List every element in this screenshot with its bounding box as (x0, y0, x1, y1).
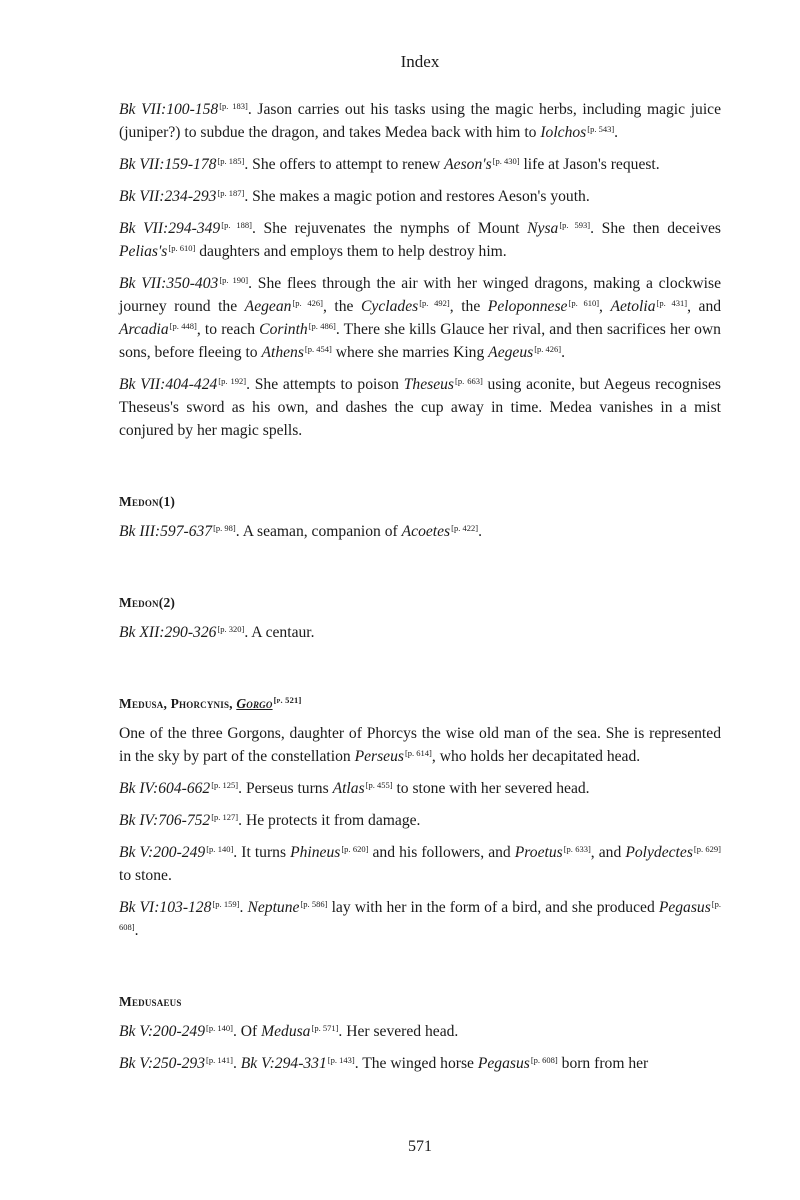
index-entry: Bk VII:404-424[p. 192]. She attempts to poison Theseus[p. 663] using aconite, but Aegeus recognises Theseus's sword as his own, and dashes the cup away in time. Medea vanishes in a mist conjured by her magic spells. (119, 376, 721, 439)
book-reference[interactable]: Bk IV:604-662 (119, 780, 211, 797)
page-link[interactable]: [p. 608] (530, 1055, 558, 1065)
book-reference[interactable]: Bk V:294-331 (240, 1055, 327, 1072)
page-link[interactable]: [p. 159] (212, 899, 240, 909)
page-link[interactable]: [p. 430] (492, 156, 520, 166)
name-link[interactable]: Corinth (259, 321, 308, 338)
page-link[interactable]: [p. 663] (455, 376, 483, 386)
page-link[interactable]: [p. 143] (327, 1055, 355, 1065)
name-link[interactable]: Proetus (514, 844, 563, 861)
book-reference[interactable]: Bk V:200-249 (119, 1023, 206, 1040)
index-entry: One of the three Gorgons, daughter of Phorcys the wise old man of the sea. She is represented in the sky by part of the constellation Perseus[p. 614], who holds her decapitated head. (119, 725, 721, 765)
page-link[interactable]: [p. 140] (206, 844, 234, 854)
page-link[interactable]: [p. 125] (211, 780, 239, 790)
index-entry: Bk VII:294-349[p. 188]. She rejuvenates the nymphs of Mount Nysa[p. 593]. She then deceives Pelias's[p. 610] daughters and employs them to help destroy him. (119, 220, 721, 260)
name-link[interactable]: Medusa (261, 1023, 311, 1040)
book-reference[interactable]: Bk VII:294-349 (119, 220, 221, 237)
page-link[interactable]: [p. 521] (273, 695, 302, 705)
name-link[interactable]: Theseus (403, 376, 454, 393)
running-head: Index (400, 52, 440, 71)
page-link[interactable]: [p. 454] (304, 344, 332, 354)
index-entry: Bk IV:604-662[p. 125]. Perseus turns Atlas[p. 455] to stone with her severed head. (119, 780, 590, 797)
page-link[interactable]: [p. 492] (419, 298, 450, 308)
index-entry: Bk VII:159-178[p. 185]. She offers to attempt to renew Aeson's[p. 430] life at Jason's request. (119, 156, 660, 173)
name-link[interactable]: Arcadia (119, 321, 169, 338)
page-link[interactable]: [p. 140] (206, 1023, 233, 1033)
page-link[interactable]: [p. 127] (211, 812, 239, 822)
name-link[interactable]: Pegasus (477, 1055, 530, 1072)
page-link[interactable]: [p. 633] (563, 844, 591, 854)
entry-heading-medusa: Medusa, Phorcynis, Gorgo[p. 521] (119, 695, 302, 711)
page-link[interactable]: [p. 431] (656, 298, 688, 308)
name-link[interactable]: Pelias's (119, 243, 168, 260)
page-link[interactable]: [p. 593] (559, 220, 591, 230)
index-entry: Bk VII:234-293[p. 187]. She makes a magic potion and restores Aeson's youth. (119, 188, 590, 205)
entry-heading-medon-1: Medon(1) (119, 494, 176, 509)
index-entry: Bk VI:103-128[p. 159]. Neptune[p. 586] lay with her in the form of a bird, and she produced Pegasus[p. 608]. (119, 899, 722, 939)
name-link[interactable]: Nysa (527, 220, 559, 237)
book-reference[interactable]: Bk IV:706-752 (119, 812, 211, 829)
book-reference[interactable]: Bk V:200-249 (119, 844, 206, 861)
index-entry: Bk VII:100-158[p. 183]. Jason carries out his tasks using the magic herbs, including magic juice (juniper?) to subdue the dragon, and takes Medea back with him to Iolchos[p. 543]. (119, 101, 721, 141)
name-link[interactable]: Athens (261, 344, 304, 361)
book-reference[interactable]: Bk VII:100-158 (119, 101, 219, 118)
book-reference[interactable]: Bk XII:290-326 (119, 624, 217, 641)
book-reference[interactable]: Bk VII:404-424 (119, 376, 218, 393)
page-link[interactable]: [p. 543] (587, 124, 615, 134)
page-link[interactable]: [p. 486] (308, 321, 336, 331)
name-link[interactable]: Iolchos (540, 124, 587, 141)
page-link[interactable]: [p. 183] (219, 101, 248, 111)
name-link[interactable]: Gorgo (236, 696, 273, 711)
entry-heading-medon-2: Medon(2) (119, 595, 176, 610)
page-link[interactable]: [p. 614] (404, 748, 432, 758)
page-link[interactable]: [p. 190] (219, 275, 249, 285)
page-link[interactable]: [p. 448] (169, 321, 197, 331)
page-link[interactable]: [p. 422] (451, 523, 479, 533)
name-link[interactable]: Acoetes (401, 523, 451, 540)
index-entry: Bk V:250-293[p. 141]. Bk V:294-331[p. 143]. The winged horse Pegasus[p. 608] born from her (119, 1055, 649, 1072)
name-link[interactable]: Phineus (290, 844, 341, 861)
book-reference[interactable]: Bk VII:350-403 (119, 275, 219, 292)
name-link[interactable]: Neptune (247, 899, 300, 916)
page-number: 571 (408, 1138, 432, 1155)
entry-heading-medusaeus: Medusaeus (119, 994, 182, 1009)
page-link[interactable]: [p. 571] (311, 1023, 339, 1033)
page-link[interactable]: [p. 610] (568, 298, 600, 308)
index-content (119, 98, 721, 1084)
page-link[interactable]: [p. 185] (217, 156, 245, 166)
page-link[interactable]: [p. 455] (365, 780, 393, 790)
index-entry: Bk VII:350-403[p. 190]. She flees through the air with her winged dragons, making a clockwise journey round the Aegean[p. 426], the Cyclades[p. 492], the Peloponnese[p. 610], Aetolia[p. 431], and Arcadia[p. 448], to reach Corinth[p. 486]. There she kills Glauce her rival, and then sacrifices her own sons, before fleeing to Athens[p. 454] where she marries King Aegeus[p. 426]. (119, 275, 722, 361)
name-link[interactable]: Aetolia (610, 298, 656, 315)
page-link[interactable]: [p. 188] (221, 220, 252, 230)
page-link[interactable]: [p. 187] (217, 188, 245, 198)
name-link[interactable]: Perseus (354, 748, 404, 765)
page-link[interactable]: [p. 610] (168, 243, 196, 253)
name-link[interactable]: Aegean (244, 298, 292, 315)
page-link[interactable]: [p. 320] (217, 624, 245, 634)
name-link[interactable]: Atlas (332, 780, 365, 797)
book-reference[interactable]: Bk V:250-293 (119, 1055, 206, 1072)
page-link[interactable]: [p. 192] (218, 376, 247, 386)
index-entry: Bk V:200-249[p. 140]. It turns Phineus[p. 620] and his followers, and Proetus[p. 633], and Polydectes[p. 629] to stone. (119, 844, 721, 884)
page-link[interactable]: [p. 141] (206, 1055, 233, 1065)
book-reference[interactable]: Bk III:597-637 (119, 523, 213, 540)
page-link[interactable]: [p. 98] (213, 523, 236, 533)
name-link[interactable]: Pegasus (658, 899, 711, 916)
index-entry: Bk XII:290-326[p. 320]. A centaur. (119, 624, 315, 641)
name-link[interactable]: Cyclades (361, 298, 419, 315)
book-reference[interactable]: Bk VI:103-128 (119, 899, 212, 916)
name-link[interactable]: Peloponnese (487, 298, 568, 315)
page-link[interactable]: [p. 426] (292, 298, 323, 308)
page-link[interactable]: [p. 608] (119, 899, 722, 932)
book-page (119, 0, 721, 1200)
book-reference[interactable]: Bk VII:159-178 (119, 156, 217, 173)
page-link[interactable]: [p. 426] (534, 344, 562, 354)
name-link[interactable]: Polydectes (625, 844, 693, 861)
name-link[interactable]: Aegeus (488, 344, 534, 361)
page-link[interactable]: [p. 629] (693, 844, 721, 854)
index-entry: Bk IV:706-752[p. 127]. He protects it from damage. (119, 812, 421, 829)
name-link[interactable]: Aeson's (444, 156, 492, 173)
page-link[interactable]: [p. 586] (300, 899, 328, 909)
book-reference[interactable]: Bk VII:234-293 (119, 188, 217, 205)
page-link[interactable]: [p. 620] (341, 844, 369, 854)
index-entry: Bk V:200-249[p. 140]. Of Medusa[p. 571]. Her severed head. (119, 1023, 459, 1040)
index-entry: Bk III:597-637[p. 98]. A seaman, companion of Acoetes[p. 422]. (119, 523, 482, 540)
